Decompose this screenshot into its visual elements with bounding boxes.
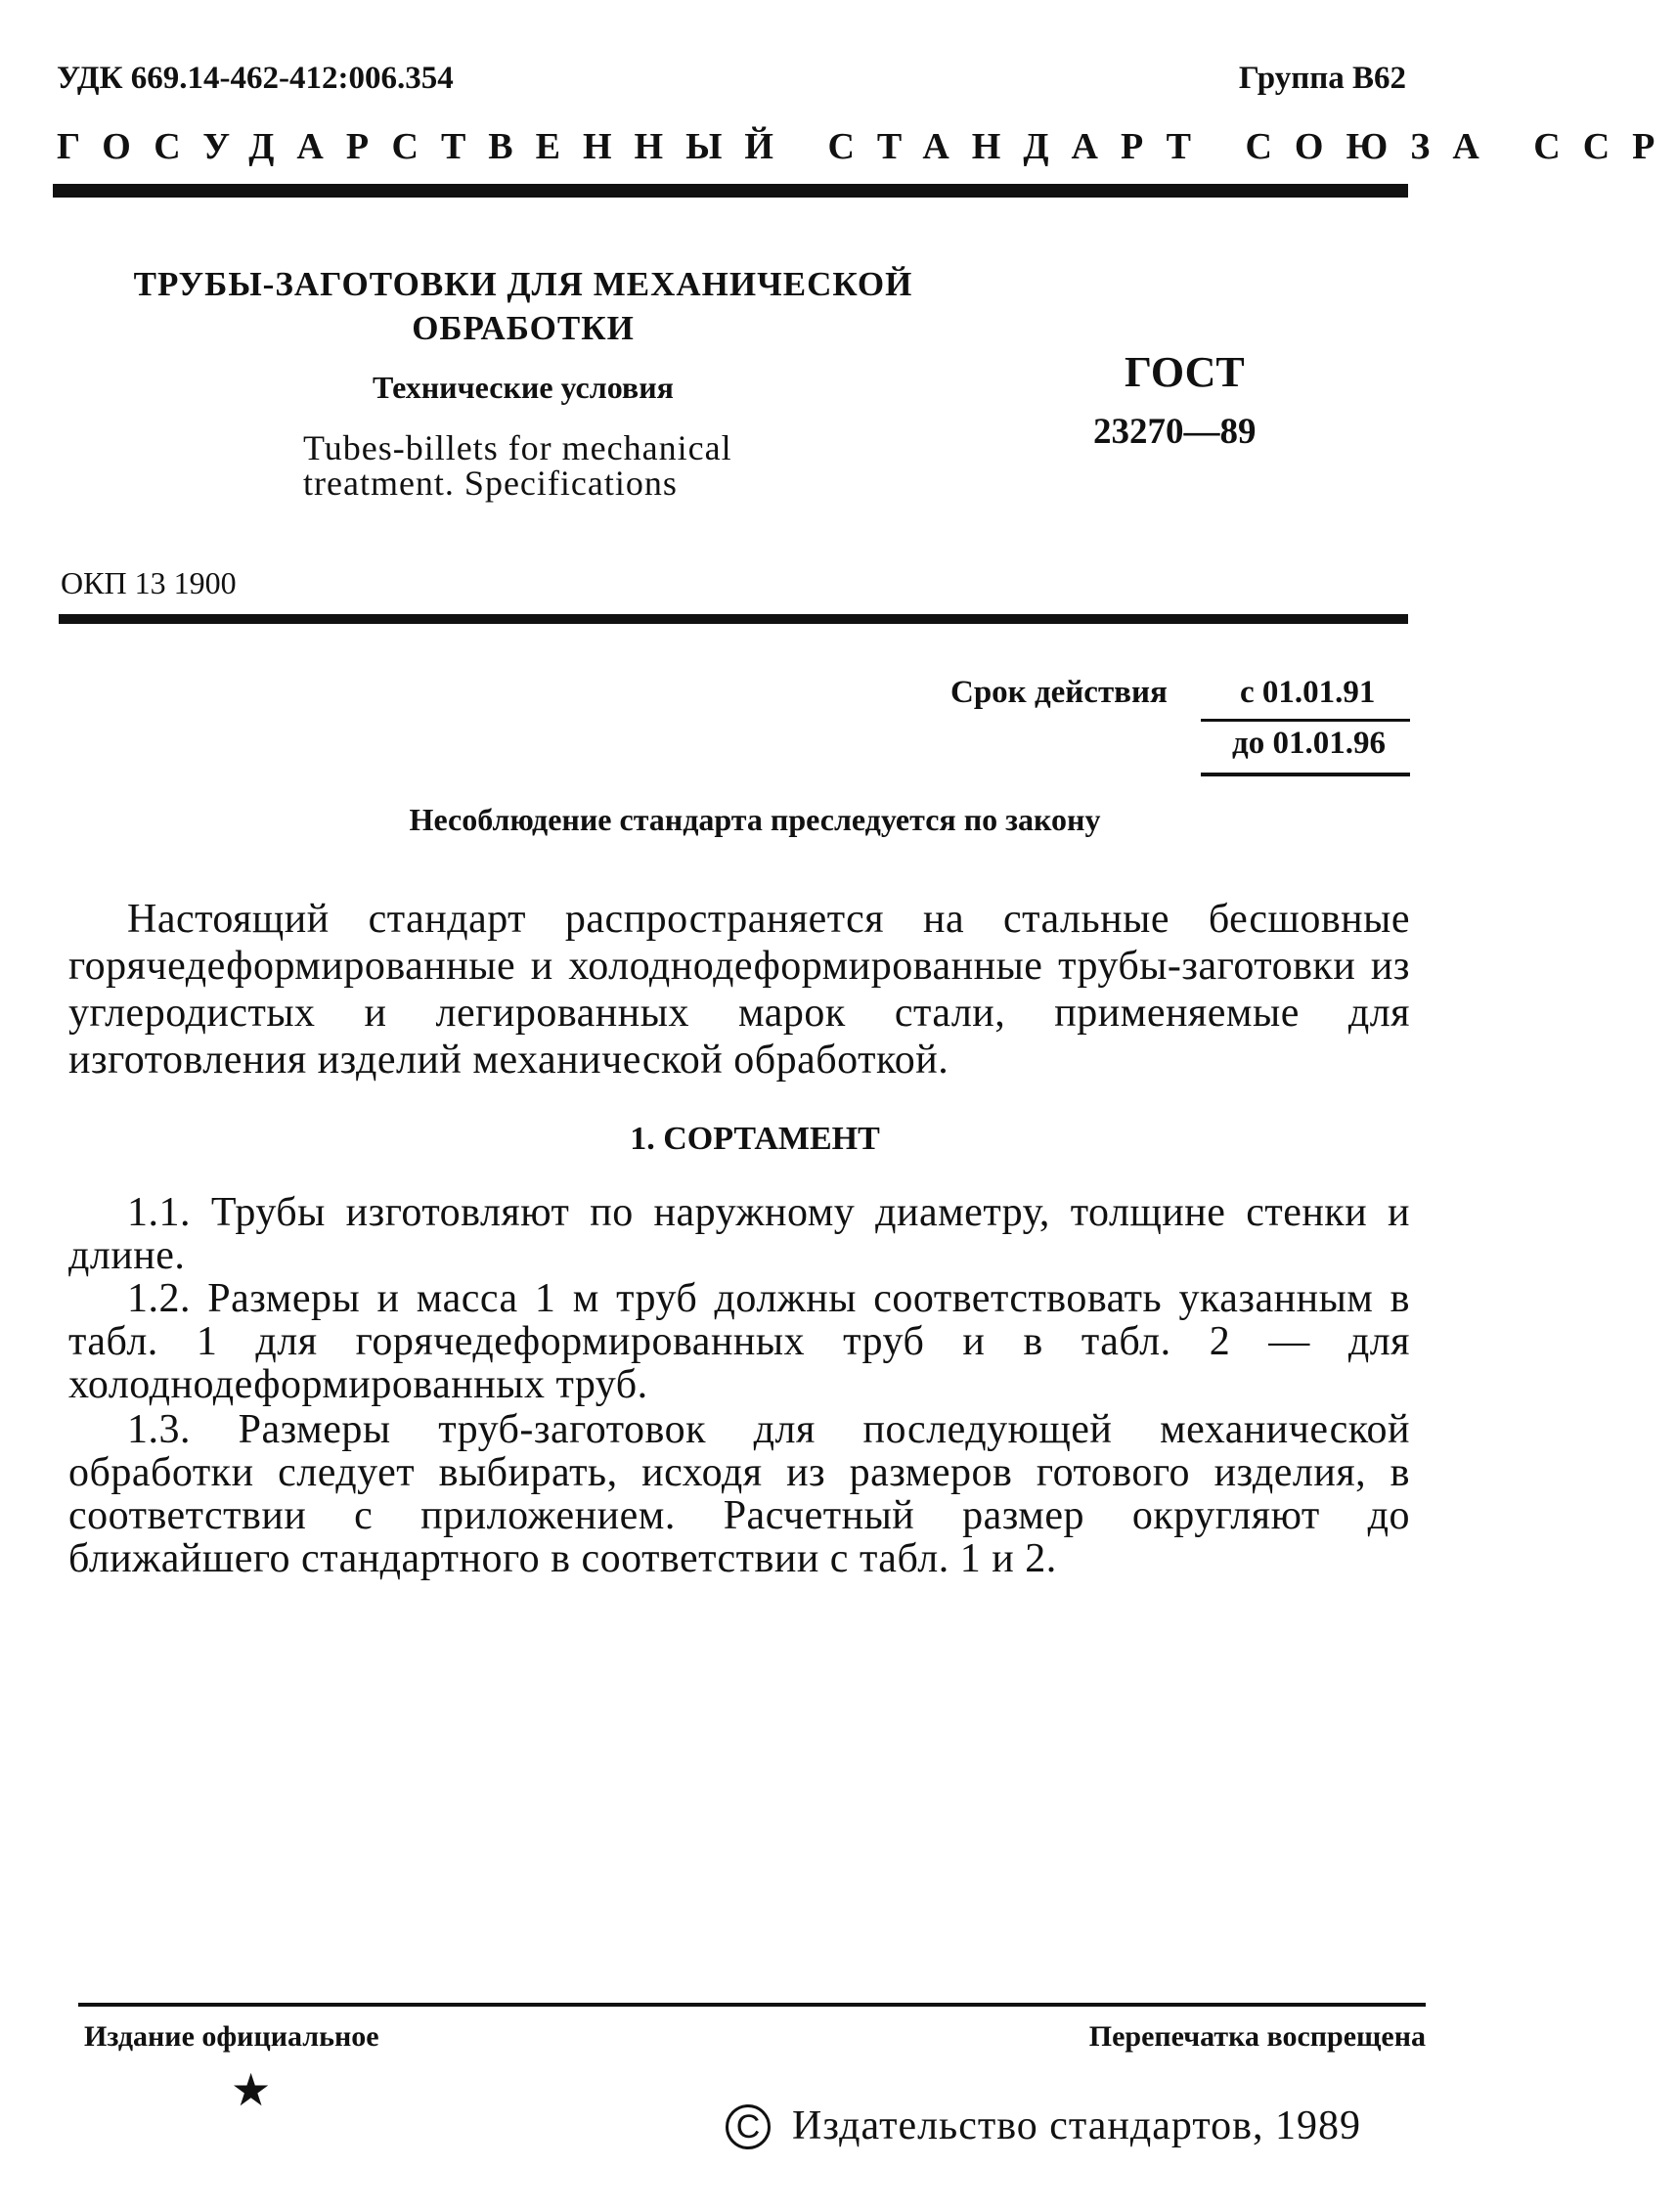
english-title-line-1: Tubes-billets for mechanical — [303, 428, 732, 467]
udk-code: УДК 669.14-462-412:006.354 — [57, 61, 454, 96]
title-line-2: ОБРАБОТКИ — [412, 309, 635, 347]
intro-paragraph: Настоящий стандарт распространяется на стальные бесшовные горячедеформированные и холоднодеформированные трубы-заготовки из углеродистых и легированных марок стали, применяемые для изготовления изделий механической обработкой. — [68, 897, 1410, 1083]
validity-from: с 01.01.91 — [1240, 675, 1376, 710]
english-title-line-2: treatment. Specifications — [303, 464, 678, 503]
validity-rule — [1201, 719, 1410, 722]
english-title — [303, 430, 732, 501]
publisher-line: Издательство стандартов, 1989 — [792, 2103, 1361, 2148]
copyright-icon: C — [726, 2104, 771, 2149]
middle-rule — [59, 614, 1408, 624]
paragraph-1-2: 1.2. Размеры и масса 1 м труб должны соответствовать указанным в табл. 1 для горячедеформированных труб и в табл. 2 — для холоднодеформированных труб. — [68, 1276, 1410, 1407]
document-subtitle: Технические условия — [373, 370, 674, 405]
validity-label: Срок действия — [950, 675, 1168, 710]
star-icon: ★ — [231, 2065, 272, 2115]
document-title — [108, 262, 939, 350]
reprint-note: Перепечатка воспрещена — [1088, 2020, 1426, 2053]
validity-rule — [1201, 773, 1410, 776]
legal-warning: Несоблюдение стандарта преследуется по закону — [409, 802, 1101, 837]
validity-to: до 01.01.96 — [1232, 726, 1386, 761]
paragraph-1-1: 1.1. Трубы изготовляют по наружному диаметру, толщине стенки и длине. — [68, 1190, 1410, 1278]
title-line-1: ТРУБЫ-ЗАГОТОВКИ ДЛЯ МЕХАНИЧЕСКОЙ — [133, 265, 913, 303]
paragraph-1-3: 1.3. Размеры труб-заготовок для последующей механической обработки следует выбирать, исходя из размеров готового изделия, в соответствии с приложением. Расчетный размер округляют до ближайшего стандартного в соответствии с табл. 1 и 2. — [68, 1407, 1410, 1581]
gost-label: ГОСТ — [1125, 348, 1245, 396]
bottom-rule — [78, 2003, 1426, 2007]
edition-note: Издание официальное — [84, 2020, 379, 2053]
gost-number: 23270—89 — [1093, 412, 1257, 452]
okp-code: ОКП 13 1900 — [61, 565, 237, 600]
top-rule — [53, 184, 1408, 198]
state-standard-heading: ГОСУДАРСТВЕННЫЙ СТАНДАРТ СОЮЗА ССР — [57, 126, 1677, 167]
group-code: Группа В62 — [1238, 61, 1406, 96]
section-heading: 1. СОРТАМЕНТ — [630, 1121, 880, 1157]
